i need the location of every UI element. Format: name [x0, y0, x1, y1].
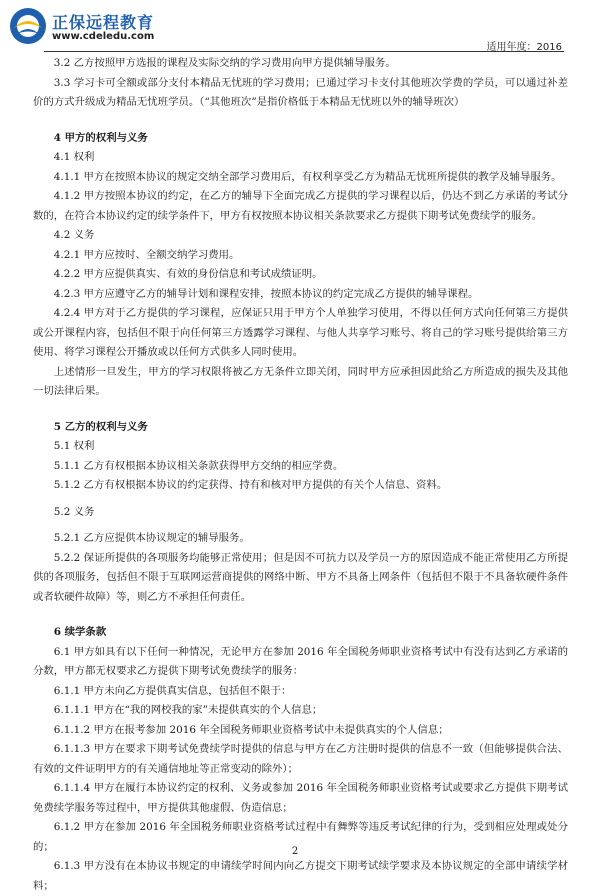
clause-5-1-2: 5.1.2 乙方有权根据本协议的约定获得、持有和核对甲方提供的有关个人信息、资料。 — [53, 479, 448, 491]
clause-4-1-1: 4.1.1 甲方在按照本协议的规定交纳全部学习费用后，有权利享受乙方为精品无忧班所提供的教学及辅导服务。 — [53, 170, 562, 183]
clause-4-2: 4.2 义务 — [53, 229, 95, 241]
clause-6-1-1-1: 6.1.1.1 甲方在“我的网校我的家”未提供真实的个人信息； — [53, 704, 323, 716]
clause-3-2: 3.2 乙方按照甲方选报的课程及实际交纳的学习费用向甲方提供辅导服务。 — [53, 57, 396, 69]
cdeledu-logo-icon — [8, 6, 48, 46]
clause-6-1-1-3: 6.1.1.3 甲方在要求下期考试免费续学时提供的信息与甲方在乙方注册时提供的信息不一致（但能够提供合法、有效的文件证明甲方的有关通信地址等正常变动的除外）； — [33, 743, 568, 775]
clause-5-1: 5.1 权利 — [53, 440, 95, 452]
header-divider — [44, 51, 564, 52]
brand-url: www.cdeledu.com — [52, 31, 155, 42]
clause-4-1: 4.1 权利 — [53, 151, 95, 163]
clause-4-1-2: 4.1.2 甲方按照本协议的约定，在乙方的辅导下全面完成乙方提供的学习课程以后，仍达不到乙方承诺的考试分数的，在符合本协议约定的续学条件下，甲方有权按照本协议相关条款要求乙方提供下期考试免费续学的服务。 — [33, 190, 568, 222]
section-4-heading: 4 甲方的权利与义务 — [53, 131, 148, 144]
clause-4-2-1: 4.2.1 甲方应按时、全额交纳学习费用。 — [53, 248, 240, 261]
clause-4-2-2: 4.2.2 甲方应提供真实、有效的身份信息和考试成绩证明。 — [53, 268, 323, 280]
clause-6-1-3: 6.1.3 甲方没有在本协议书规定的申请续学时间内向乙方提交下期考试续学要求及本协议规定的全部申请续学材料； — [33, 860, 568, 892]
section-5-heading: 5 乙方的权利与义务 — [53, 420, 148, 433]
clause-4-2-4: 4.2.4 甲方对于乙方提供的学习课程，应保证只用于甲方个人单独学习使用，不得以任何方式向任何第三方提供或公开课程内容，包括但不限于向任何第三方透露学习课程、与他人共享学习账号、将自己的学习账号提供给第三方使用、将学习课程公开播放或以任何方式供多人同时使用。 — [33, 307, 568, 358]
clause-5-2-1: 5.2.1 乙方应提供本协议规定的辅导服务。 — [53, 532, 250, 544]
clause-3-3: 3.3 学习卡可全额或部分支付本精品无忧班的学习费用；已通过学习卡支付其他班次学费的学员，可以通过补差价的方式升级成为精品无忧班学员。（“其他班次”是指价格低于本精品无忧班以外的辅导班次） — [33, 76, 568, 108]
clause-5-2-2: 5.2.2 保证所提供的各项服务均能够正常使用；但是因不可抗力以及学员一方的原因造成不能正常使用乙方所提供的各项服务，包括但不限于互联网运营商提供的网络中断、甲方不具备上网条件（包括但不限于不具备软硬件条件或者软硬件故障）等，则乙方不承担任何责任。 — [33, 551, 568, 603]
section-6-heading: 6 续学条款 — [53, 626, 107, 638]
page-header — [0, 0, 590, 56]
clause-4-2-3: 4.2.3 甲方应遵守乙方的辅导计划和课程安排，按照本协议的约定完成乙方提供的辅导课程。 — [53, 287, 479, 300]
clause-6-1-1-2: 6.1.1.2 甲方在报考参加 2016 年全国税务师职业资格考试中未提供真实的个人信息； — [53, 723, 449, 736]
document-body — [33, 54, 568, 896]
clause-6-1-2: 6.1.2 甲方在参加 2016 年全国税务师职业资格考试过程中有舞弊等违反考试纪律的行为，受到相应处理或处分的； — [33, 821, 568, 853]
clause-4-note: 上述情形一旦发生，甲方的学习权限将被乙方无条件立即关闭，同时甲方应承担因此给乙方所造成的损失及其他一切法律后果。 — [33, 365, 568, 397]
clause-5-1-1: 5.1.1 乙方有权根据本协议相关条款获得甲方交纳的相应学费。 — [53, 459, 344, 472]
brand-name: 正保远程教育 — [52, 13, 155, 32]
clause-6-1: 6.1 甲方如具有以下任何一种情况，无论甲方在参加 2016 年全国税务师职业资格考试中有没有达到乙方承诺的分数，甲方都无权要求乙方提供下期考试免费续学的服务： — [33, 645, 568, 677]
clause-6-1-1: 6.1.1 甲方未向乙方提供真实信息，包括但不限于： — [53, 684, 292, 697]
applicable-year: 适用年度：2016 — [486, 42, 562, 53]
clause-6-1-1-4: 6.1.1.4 甲方在履行本协议约定的权利、义务或参加 2016 年全国税务师职业资格考试或要求乙方提供下期考试免费续学服务等过程中，甲方提供其他虚假、伪造信息； — [33, 782, 568, 814]
clause-5-2: 5.2 义务 — [53, 505, 95, 518]
page-number: 2 — [291, 846, 299, 857]
